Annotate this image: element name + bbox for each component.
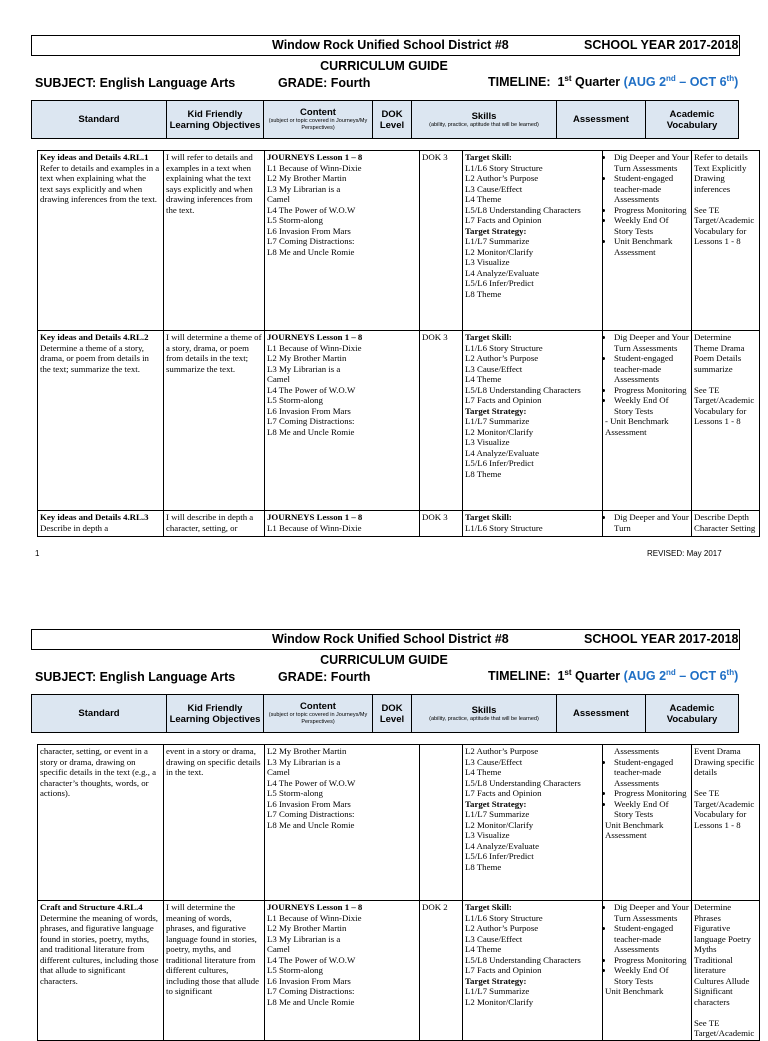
col-content: Content (subject or topic covered in Journeys/My Perspectives)	[264, 695, 373, 733]
grade-label: GRADE: Fourth	[278, 76, 371, 90]
col-assessment: Assessment	[557, 695, 646, 733]
dok-cell: DOK 3	[420, 511, 463, 537]
skills-cell: Target Skill: L1/L6 Story Structure	[463, 511, 603, 537]
list-item: • Student-engaged teacher-made Assessments	[614, 353, 689, 385]
quarter-dates: (AUG 2nd – OCT 6th)	[623, 668, 739, 683]
quarter-suffix: st	[564, 668, 572, 677]
objective-cell: I will determine the meaning of words, phrases, and figurative language found in stories, poetry, myths, and traditional literature from different cultures, including those that allude to significant	[164, 901, 265, 1041]
column-header-row	[31, 100, 739, 139]
column-header-row	[31, 694, 739, 733]
curriculum-table-page-1	[37, 150, 760, 537]
dok-cell	[420, 745, 463, 901]
objective-cell: event in a story or drama, drawing on specific details in the text.	[164, 745, 265, 901]
skills-cell: Target Skill: L1/L6 Story Structure L2 Author’s Purpose L3 Cause/Effect L4 Theme L5/L8 Understanding Characters L7 Facts and Opinion Target Strategy: L1/L7 Summarize L2 Monitor/Clarify L3 Visualize L4 Analyze/Evaluate L5/L6 Infer/Predict L8 Theme	[463, 151, 603, 331]
standard-cell: Key ideas and Details 4.RL.3 Describe in depth a	[38, 511, 164, 537]
assessment-cell: • Dig Deeper and Your Turn Assessments • Student-engaged teacher-made Assessments • Progress Monitoring • Weekly End Of Story Tests - Unit Benchmark Assessment	[603, 331, 692, 511]
district-header-box	[31, 629, 740, 650]
assessment-cell	[603, 151, 692, 331]
school-year: SCHOOL YEAR 2017-2018	[584, 632, 739, 646]
list-item: • Dig Deeper and Your Turn Assessments	[614, 902, 689, 923]
skills-cell: Target Skill: L1/L6 Story Structure L2 Author’s Purpose L3 Cause/Effect L4 Theme L5/L8 Understanding Characters L7 Facts and Opinion Target Strategy: L1/L7 Summarize L2 Monitor/Clarify L3 Visualize L4 Analyze/Evaluate L5/L6 Infer/Predict L8 Theme	[463, 331, 603, 511]
quarter-suffix: st	[564, 74, 572, 83]
vocab-cell: Determine Phrases Figurative language Poetry Myths Traditional literature Cultures Allude Significant characters See TE Target/Academic	[692, 901, 760, 1041]
table-row	[38, 511, 760, 537]
timeline-title: TIMELINE:	[488, 669, 551, 683]
timeline-title: TIMELINE:	[488, 75, 551, 89]
list-item: • Student-engaged teacher-made Assessments	[614, 757, 689, 789]
vocab-cell: Determine Theme Drama Poem Details summarize See TE Target/Academic Vocabulary for Lessons 1 - 8	[692, 331, 760, 511]
col-kid-friendly: Kid Friendly Learning Objectives	[167, 695, 264, 733]
assessment-cell: Assessments • Student-engaged teacher-made Assessments • Progress Monitoring • Weekly End Of Story Tests Unit Benchmark Assessment	[603, 745, 692, 901]
standard-cell: character, setting, or event in a story or drama, drawing on specific details in the text (e.g., a character’s thoughts, words, or actions).	[38, 745, 164, 901]
col-skills: Skills (ability, practice, aptitude that will be learned)	[412, 695, 557, 733]
dok-cell: DOK 3	[420, 151, 463, 331]
assessment-cell	[603, 511, 692, 537]
grade-label: GRADE: Fourth	[278, 670, 371, 684]
quarter-word: Quarter	[571, 669, 621, 683]
assessment-cell: • Dig Deeper and Your Turn Assessments • Student-engaged teacher-made Assessments • Progress Monitoring • Weekly End Of Story Tests Unit Benchmark	[603, 901, 692, 1041]
list-item: • Weekly End Of Story Tests	[614, 395, 689, 416]
list-item: • Dig Deeper and Your Turn	[614, 512, 689, 533]
guide-title: CURRICULUM GUIDE	[320, 59, 448, 73]
objective-cell: I will describe in depth a character, setting, or	[164, 511, 265, 537]
content-cell: JOURNEYS Lesson 1 – 8 L1 Because of Winn-Dixie L2 My Brother Martin L3 My Librarian is a Camel L4 The Power of W.O.W L5 Storm-along L6 Invasion From Mars L7 Coming Distractions: L8 Me and Uncle Romie	[265, 901, 420, 1041]
dok-cell: DOK 3	[420, 331, 463, 511]
list-item: • Weekly End Of Story Tests	[614, 215, 689, 236]
content-cell: JOURNEYS Lesson 1 – 8 L1 Because of Winn-Dixie L2 My Brother Martin L3 My Librarian is a Camel L4 The Power of W.O.W L5 Storm-along L6 Invasion From Mars L7 Coming Distractions: L8 Me and Uncle Romie	[265, 331, 420, 511]
table-row	[38, 745, 760, 901]
list-item: • Weekly End Of Story Tests	[614, 965, 689, 986]
list-item: • Student-engaged teacher-made Assessments	[614, 923, 689, 955]
col-assessment: Assessment	[557, 101, 646, 139]
document-page-2	[0, 600, 768, 1038]
subject-label: SUBJECT: English Language Arts	[35, 670, 236, 684]
list-item: • Progress Monitoring	[614, 955, 689, 966]
timeline-label	[488, 75, 738, 89]
table-row	[38, 331, 760, 511]
col-dok: DOK Level	[373, 695, 412, 733]
col-skills: Skills (ability, practice, aptitude that will be learned)	[412, 101, 557, 139]
dok-cell: DOK 2	[420, 901, 463, 1041]
objective-cell: I will refer to details and examples in a text when explaining what the text says explicitly and when drawing inferences from the text.	[164, 151, 265, 331]
col-vocab: Academic Vocabulary	[646, 101, 739, 139]
timeline-label	[488, 669, 738, 683]
col-standard: Standard	[32, 101, 167, 139]
district-name: Window Rock Unified School District #8	[272, 632, 509, 646]
list-item: • Unit Benchmark Assessment	[614, 236, 689, 257]
col-content: Content (subject or topic covered in Journeys/My Perspectives)	[264, 101, 373, 139]
standard-cell: Key ideas and Details 4.RL.2 Determine a theme of a story, drama, or poem from details in the text; summarize the text.	[38, 331, 164, 511]
content-cell: JOURNEYS Lesson 1 – 8 L1 Because of Winn-Dixie L2 My Brother Martin L3 My Librarian is a Camel L4 The Power of W.O.W L5 Storm-along L6 Invasion From Mars L7 Coming Distractions: L8 Me and Uncle Romie	[265, 151, 420, 331]
standard-cell: Craft and Structure 4.RL.4 Determine the meaning of words, phrases, and figurative language found in stories, poetry, myths, and traditional literature from different cultures, including those that allude to significant characters.	[38, 901, 164, 1041]
list-item: • Weekly End Of Story Tests	[614, 799, 689, 820]
list-item: • Progress Monitoring	[614, 788, 689, 799]
quarter-dates: (AUG 2nd – OCT 6th)	[623, 74, 739, 89]
guide-title: CURRICULUM GUIDE	[320, 653, 448, 667]
col-standard: Standard	[32, 695, 167, 733]
content-cell: JOURNEYS Lesson 1 – 8 L1 Because of Winn-Dixie	[265, 511, 420, 537]
vocab-cell: Refer to details Text Explicitly Drawing inferences See TE Target/Academic Vocabulary for Lessons 1 - 8	[692, 151, 760, 331]
skills-cell: Target Skill: L1/L6 Story Structure L2 Author’s Purpose L3 Cause/Effect L4 Theme L5/L8 Understanding Characters L7 Facts and Opinion Target Strategy: L1/L7 Summarize L2 Monitor/Clarify	[463, 901, 603, 1041]
quarter-word: Quarter	[571, 75, 621, 89]
table-row	[38, 901, 760, 1041]
skills-cell: L2 Author’s Purpose L3 Cause/Effect L4 Theme L5/L8 Understanding Characters L7 Facts and Opinion Target Strategy: L1/L7 Summarize L2 Monitor/Clarify L3 Visualize L4 Analyze/Evaluate L5/L6 Infer/Predict L8 Theme	[463, 745, 603, 901]
page-number: 1	[35, 549, 40, 558]
school-year: SCHOOL YEAR 2017-2018	[584, 38, 739, 52]
col-vocab: Academic Vocabulary	[646, 695, 739, 733]
list-item: • Student-engaged teacher-made Assessments	[614, 173, 689, 205]
list-item: • Progress Monitoring	[614, 385, 689, 396]
district-name: Window Rock Unified School District #8	[272, 38, 509, 52]
vocab-cell: Event Drama Drawing specific details See TE Target/Academic Vocabulary for Lessons 1 - 8	[692, 745, 760, 901]
objective-cell: I will determine a theme of a story, drama, or poem from details in the text; summarize the text.	[164, 331, 265, 511]
revised-date: REVISED: May 2017	[647, 549, 722, 558]
quarter-number: 1	[557, 75, 565, 89]
list-item: • Dig Deeper and Your Turn Assessments	[614, 152, 689, 173]
district-header-box	[31, 35, 740, 56]
content-cell: L2 My Brother Martin L3 My Librarian is a Camel L4 The Power of W.O.W L5 Storm-along L6 Invasion From Mars L7 Coming Distractions: L8 Me and Uncle Romie	[265, 745, 420, 901]
list-item: • Progress Monitoring	[614, 205, 689, 216]
vocab-cell: Describe Depth Character Setting	[692, 511, 760, 537]
list-item: • Dig Deeper and Your Turn Assessments	[614, 332, 689, 353]
table-row	[38, 151, 760, 331]
subject-label: SUBJECT: English Language Arts	[35, 76, 236, 90]
col-dok: DOK Level	[373, 101, 412, 139]
quarter-number: 1	[557, 669, 565, 683]
standard-cell: Key ideas and Details 4.RL.1 Refer to details and examples in a text when explaining what the text says explicitly and when drawing inferences from the text.	[38, 151, 164, 331]
curriculum-table-page-2	[37, 744, 760, 1041]
col-kid-friendly: Kid Friendly Learning Objectives	[167, 101, 264, 139]
